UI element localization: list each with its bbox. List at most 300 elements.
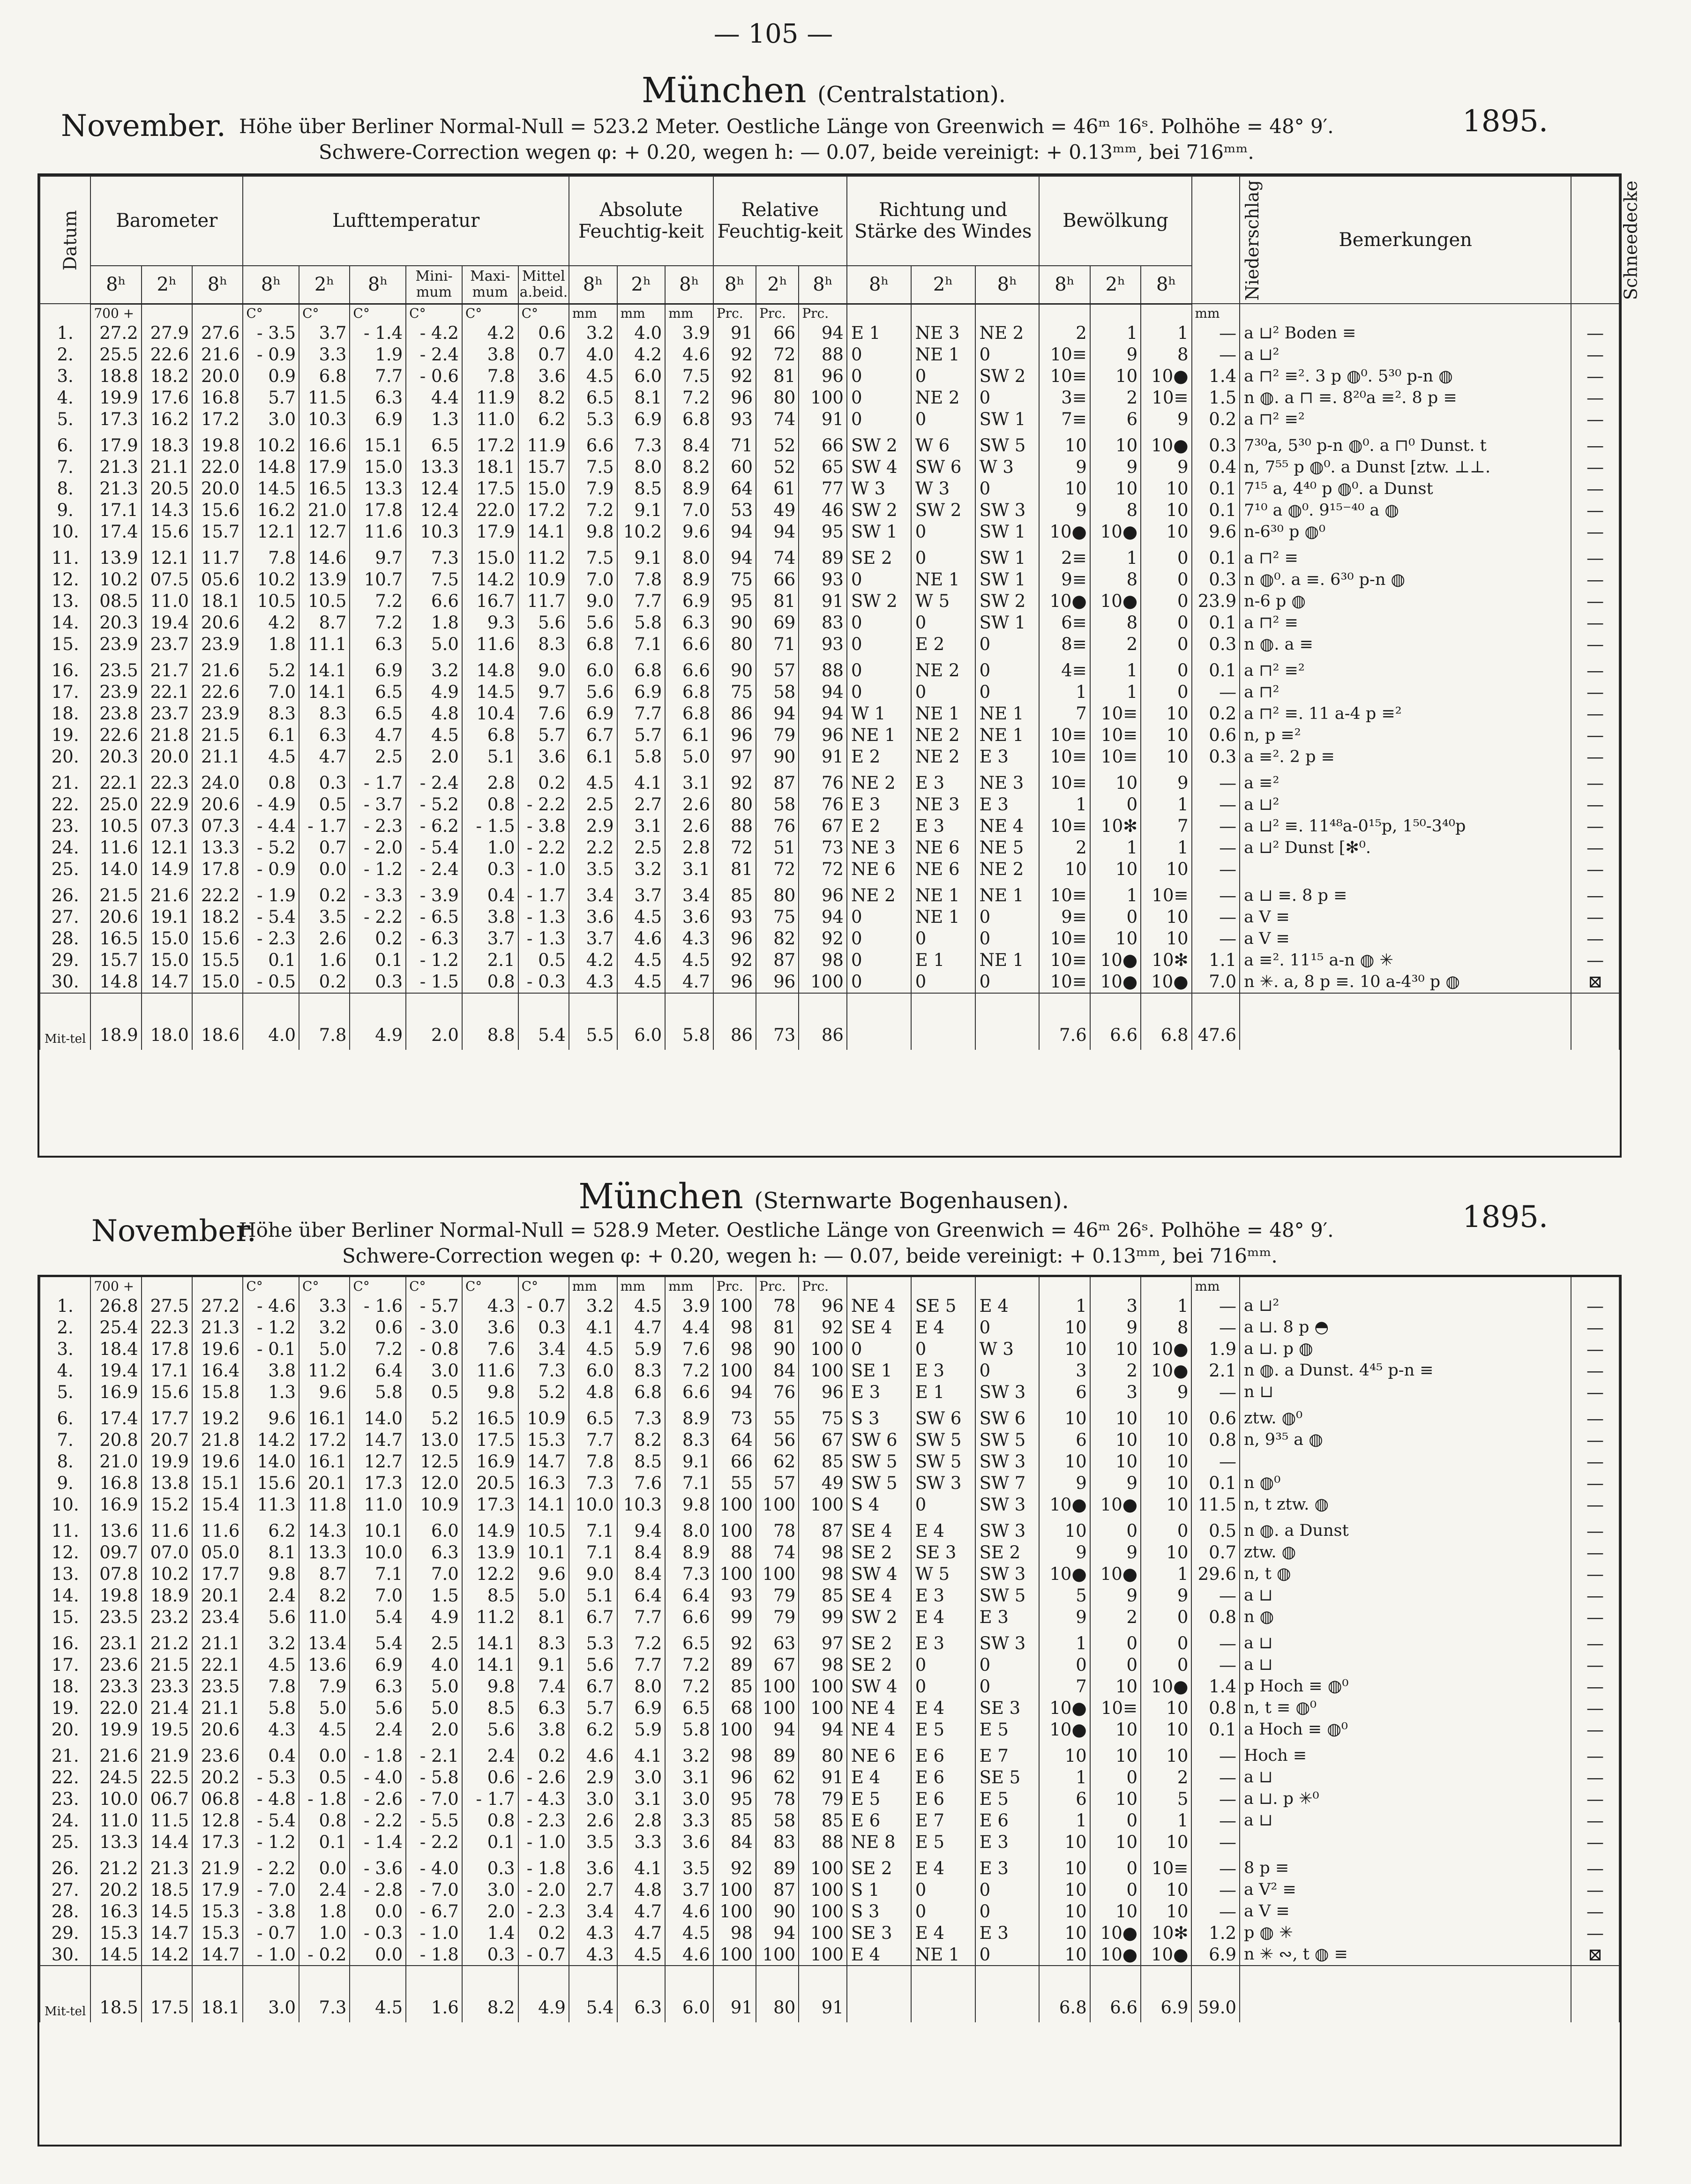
value-cell: 90	[756, 746, 799, 768]
value-cell: - 5.2	[406, 794, 462, 815]
value-cell: —	[1571, 409, 1619, 430]
value-cell: 72	[799, 859, 847, 880]
value-cell: E 5	[847, 1788, 911, 1810]
value-cell: 80	[756, 880, 799, 906]
date-cell: 27.	[40, 906, 90, 928]
value-cell: 24.5	[90, 1766, 141, 1788]
value-cell: —	[1192, 794, 1240, 815]
remark-cell: n, 9³⁵ a ◍	[1240, 1429, 1571, 1451]
value-cell: 57	[756, 655, 799, 681]
value-cell: 10	[1141, 1900, 1191, 1922]
value-cell: 21.1	[142, 456, 192, 478]
value-cell: 8.9	[665, 569, 713, 591]
value-cell: 7.3	[406, 543, 462, 569]
value-cell: 3.7	[665, 1879, 713, 1900]
value-cell: 80	[713, 794, 756, 815]
value-cell: 15.6	[243, 1472, 299, 1494]
value-cell: - 1.9	[243, 880, 299, 906]
value-cell: 10●	[1039, 1697, 1090, 1719]
value-cell: 100	[799, 971, 847, 993]
value-cell: 7	[1141, 815, 1191, 837]
value-cell: 3.6	[665, 1831, 713, 1853]
unit-cell: mm	[665, 1277, 713, 1295]
value-cell: 4.3	[665, 928, 713, 950]
value-cell: E 4	[911, 1853, 975, 1879]
value-cell: 0	[847, 1338, 911, 1360]
value-cell: 2≡	[1039, 543, 1090, 569]
value-cell: 7.6	[462, 1338, 518, 1360]
value-cell: 7.2	[350, 612, 406, 634]
value-cell: 3.2	[617, 859, 666, 880]
value-cell: 0.3	[462, 1853, 518, 1879]
remark-cell: a ⊓² ≡². 3 p ◍⁰. 5³⁰ p-n ◍	[1240, 366, 1571, 387]
value-cell: SW 3	[975, 1628, 1040, 1654]
value-cell: 0	[847, 344, 911, 366]
value-cell: 3.7	[569, 928, 617, 950]
date-cell: 9.	[40, 500, 90, 521]
value-cell: 19.4	[90, 1360, 141, 1381]
date-cell: 28.	[40, 928, 90, 950]
value-cell: 7.6	[518, 703, 569, 725]
value-cell: 10	[1141, 1697, 1191, 1719]
value-cell: 21.2	[142, 1628, 192, 1654]
value-cell: 11.5	[142, 1810, 192, 1831]
value-cell: 0.1	[1191, 1719, 1240, 1740]
value-cell: SW 5	[847, 1472, 911, 1494]
value-cell: 7	[1039, 703, 1090, 725]
subheader-h2: 2ʰ	[299, 266, 350, 304]
value-cell: E 3	[975, 1922, 1040, 1944]
value-cell: 21.9	[142, 1740, 192, 1766]
remark-cell: 8 p ≡	[1240, 1853, 1571, 1879]
value-cell: 4.5	[569, 366, 617, 387]
table-row	[40, 725, 1619, 746]
value-cell: - 1.4	[350, 322, 406, 344]
value-cell: 98	[799, 950, 847, 971]
value-cell: E 6	[911, 1766, 975, 1788]
unit-cell: C°	[406, 304, 462, 322]
subheader-h8b: 8ʰ	[665, 266, 713, 304]
value-cell: 1	[1039, 1810, 1090, 1831]
value-cell: —	[1571, 1541, 1619, 1563]
value-cell: 3.2	[665, 1740, 713, 1766]
value-cell: 6.6	[665, 1381, 713, 1403]
value-cell: 16.6	[299, 430, 350, 456]
value-cell: 66	[713, 1451, 756, 1472]
value-cell: 16.5	[90, 928, 141, 950]
value-cell: 10	[1090, 928, 1141, 950]
table-row	[40, 1563, 1619, 1585]
value-cell: - 2.3	[518, 1900, 569, 1922]
value-cell: SW 6	[847, 1429, 911, 1451]
value-cell: —	[1192, 906, 1240, 928]
value-cell: SE 4	[847, 1515, 911, 1541]
value-cell: 11.2	[518, 543, 569, 569]
value-cell: 27.9	[142, 322, 192, 344]
value-cell: 8.9	[665, 1403, 713, 1429]
table-row	[40, 1360, 1619, 1381]
value-cell: 26.8	[90, 1295, 141, 1316]
value-cell: 7.6	[617, 1472, 666, 1494]
value-cell: 10✻	[1141, 950, 1191, 971]
remark-cell: a ⊔. p ◍	[1240, 1338, 1571, 1360]
mean-cell: 8.2	[462, 1966, 518, 2022]
value-cell: 100	[756, 1494, 799, 1515]
value-cell: SE 3	[847, 1922, 911, 1944]
date-cell: 1.	[40, 322, 90, 344]
value-cell: 76	[756, 1381, 799, 1403]
value-cell: 0.0	[299, 1740, 350, 1766]
value-cell: 11.0	[350, 1494, 406, 1515]
station-meta-2: Schwere-Correction wegen φ: + 0.20, wegen h: — 0.07, beide vereinigt: + 0.13ᵐᵐ, bei 716ᵐᵐ.	[342, 1244, 1278, 1267]
value-cell: 7.1	[569, 1541, 617, 1563]
value-cell: 53	[713, 500, 756, 521]
remark-cell	[1240, 859, 1571, 880]
value-cell: - 4.0	[350, 1766, 406, 1788]
value-cell: - 5.8	[406, 1766, 462, 1788]
value-cell: 0.3	[462, 1944, 518, 1966]
value-cell: 10	[1039, 1900, 1090, 1922]
value-cell: —	[1571, 1316, 1619, 1338]
value-cell: —	[1191, 1740, 1240, 1766]
mean-cell: 4.9	[518, 1966, 569, 2022]
value-cell: E 3	[847, 1381, 911, 1403]
value-cell: - 2.6	[518, 1766, 569, 1788]
unit-cell	[1141, 304, 1191, 322]
remark-cell: n ◍⁰	[1240, 1472, 1571, 1494]
value-cell: 15.0	[518, 478, 569, 500]
value-cell: 0.7	[299, 837, 350, 859]
unit-cell: mm	[1192, 304, 1240, 322]
value-cell: 1.0	[462, 837, 518, 859]
value-cell: 22.6	[142, 344, 192, 366]
value-cell: 10	[1090, 430, 1141, 456]
value-cell: 4.1	[617, 1740, 666, 1766]
value-cell: 4.5	[406, 725, 462, 746]
value-cell: 11.1	[299, 634, 350, 655]
value-cell: 6.9	[1191, 1944, 1240, 1966]
value-cell: 12.7	[350, 1451, 406, 1472]
value-cell: 10●	[1141, 971, 1191, 993]
value-cell: 10≡	[1141, 387, 1191, 409]
value-cell: 6.3	[665, 612, 713, 634]
value-cell: 10	[1090, 1831, 1141, 1853]
value-cell: 1.2	[1191, 1922, 1240, 1944]
value-cell: 7.0	[406, 1563, 462, 1585]
date-cell: 16.	[40, 1628, 90, 1654]
value-cell: - 7.0	[243, 1879, 299, 1900]
value-cell: 20.1	[192, 1585, 243, 1606]
value-cell: 4.6	[665, 1900, 713, 1922]
remark-cell: Hoch ≡	[1240, 1740, 1571, 1766]
value-cell: 96	[799, 1381, 847, 1403]
value-cell: 94	[713, 543, 756, 569]
value-cell: 23.3	[90, 1675, 141, 1697]
value-cell: —	[1571, 634, 1619, 655]
value-cell: —	[1571, 1472, 1619, 1494]
value-cell: 10	[1141, 703, 1191, 725]
value-cell: 4.1	[617, 768, 666, 794]
value-cell: 4.5	[617, 971, 666, 993]
value-cell: 9	[1039, 456, 1090, 478]
station-title-2	[0, 1176, 1647, 1217]
header-datum	[40, 176, 90, 304]
value-cell: SE 3	[975, 1697, 1040, 1719]
value-cell: W 3	[911, 478, 975, 500]
table-row	[40, 746, 1619, 768]
value-cell: 11.7	[518, 591, 569, 612]
mean-label: Mit-tel	[40, 1966, 90, 2022]
value-cell: 10≡	[1141, 1853, 1191, 1879]
value-cell: 0.6	[350, 1316, 406, 1338]
value-cell: 4.4	[665, 1316, 713, 1338]
value-cell: 22.0	[90, 1697, 141, 1719]
value-cell: 95	[799, 521, 847, 543]
value-cell: 7.3	[518, 1360, 569, 1381]
value-cell: 5.6	[462, 1719, 518, 1740]
value-cell: 2	[1090, 1360, 1141, 1381]
mean-cell: 18.1	[192, 1966, 243, 2022]
value-cell: 8.3	[665, 1429, 713, 1451]
value-cell: —	[1191, 1295, 1240, 1316]
value-cell: 21.3	[142, 1853, 192, 1879]
value-cell: 100	[713, 1494, 756, 1515]
value-cell: 0.0	[299, 1853, 350, 1879]
station-name: München	[641, 70, 807, 111]
value-cell: 0	[1141, 612, 1191, 634]
value-cell: SW 6	[911, 1403, 975, 1429]
table-row	[40, 1788, 1619, 1810]
unit-cell	[911, 1277, 975, 1295]
value-cell: 5.8	[243, 1697, 299, 1719]
value-cell: —	[1571, 344, 1619, 366]
value-cell: 5.8	[350, 1381, 406, 1403]
value-cell: 1	[1090, 655, 1141, 681]
value-cell: 25.5	[90, 344, 141, 366]
value-cell: 14.6	[299, 543, 350, 569]
value-cell: 8.2	[299, 1585, 350, 1606]
value-cell: 89	[756, 1740, 799, 1766]
value-cell: 8	[1090, 500, 1141, 521]
value-cell: NE 1	[975, 950, 1040, 971]
unit-cell	[1571, 1277, 1619, 1295]
value-cell: 7.0	[243, 681, 299, 703]
value-cell: 22.6	[90, 725, 141, 746]
value-cell: 14.5	[462, 681, 518, 703]
value-cell: 94	[756, 703, 799, 725]
value-cell: 3.6	[569, 906, 617, 928]
value-cell: 7.1	[350, 1563, 406, 1585]
value-cell: 81	[756, 591, 799, 612]
value-cell: 13.4	[299, 1628, 350, 1654]
value-cell: —	[1571, 387, 1619, 409]
value-cell: 4.7	[617, 1316, 666, 1338]
value-cell: 100	[799, 1944, 847, 1966]
date-cell: 23.	[40, 1788, 90, 1810]
value-cell: 6.8	[569, 634, 617, 655]
remark-cell: n ◍. a ≡	[1240, 634, 1571, 655]
mean-cell	[1240, 1966, 1571, 2022]
mean-cell: 80	[756, 1966, 799, 2022]
header-niederschlag-label: Niederschlag	[1242, 180, 1263, 301]
value-cell: 8.0	[665, 543, 713, 569]
value-cell: SW 3	[911, 1472, 975, 1494]
value-cell: 27.5	[142, 1295, 192, 1316]
value-cell: 23.6	[192, 1740, 243, 1766]
value-cell: 19.8	[90, 1585, 141, 1606]
value-cell: SW 4	[847, 456, 911, 478]
value-cell: 24.0	[192, 768, 243, 794]
value-cell: —	[1191, 1585, 1240, 1606]
remark-cell: a ≡². 2 p ≡	[1240, 746, 1571, 768]
value-cell: 0	[975, 681, 1040, 703]
value-cell: 4.4	[406, 387, 462, 409]
value-cell: 2.9	[569, 1766, 617, 1788]
unit-cell: C°	[299, 1277, 350, 1295]
value-cell: - 3.9	[406, 880, 462, 906]
value-cell: 21.3	[90, 478, 141, 500]
table-row	[40, 768, 1619, 794]
value-cell: 78	[756, 1295, 799, 1316]
value-cell: - 1.2	[243, 1831, 299, 1853]
value-cell: - 0.9	[243, 859, 299, 880]
value-cell: 7.2	[665, 1654, 713, 1675]
value-cell: 12.2	[462, 1563, 518, 1585]
value-cell: 11.6	[90, 837, 141, 859]
value-cell: SE 5	[911, 1295, 975, 1316]
value-cell: 13.3	[90, 1831, 141, 1853]
value-cell: 19.9	[90, 387, 141, 409]
value-cell: SW 3	[975, 1451, 1040, 1472]
value-cell: - 2.3	[243, 928, 299, 950]
mean-cell: 91	[713, 1966, 756, 2022]
value-cell: 5.2	[406, 1403, 462, 1429]
mean-cell: 6.0	[617, 993, 666, 1050]
value-cell: 81	[756, 366, 799, 387]
value-cell: 10●	[1090, 971, 1141, 993]
value-cell: 0	[1090, 1810, 1141, 1831]
value-cell: 10	[1039, 1831, 1090, 1853]
value-cell: 2.0	[406, 1719, 462, 1740]
value-cell: 10●	[1141, 430, 1191, 456]
value-cell: - 5.7	[406, 1295, 462, 1316]
value-cell: 9	[1039, 500, 1090, 521]
value-cell: 10	[1141, 1451, 1191, 1472]
header-schneedecke-label: Schneedecke	[1620, 180, 1641, 300]
value-cell: 0.3	[299, 768, 350, 794]
date-cell: 26.	[40, 880, 90, 906]
value-cell: 8.9	[665, 1541, 713, 1563]
value-cell: - 1.8	[299, 1788, 350, 1810]
value-cell: 4.3	[569, 1944, 617, 1966]
value-cell: 0	[911, 928, 975, 950]
value-cell: - 4.9	[243, 794, 299, 815]
value-cell: 1.4	[1192, 366, 1240, 387]
value-cell: 3.2	[569, 1295, 617, 1316]
unit-cell: mm	[1191, 1277, 1240, 1295]
value-cell: 100	[713, 1879, 756, 1900]
value-cell: 6.0	[569, 1360, 617, 1381]
value-cell: - 0.7	[518, 1944, 569, 1966]
value-cell: 9.8	[462, 1381, 518, 1403]
mean-cell: 4.0	[243, 993, 299, 1050]
value-cell: - 1.7	[350, 768, 406, 794]
value-cell: 7.2	[665, 1675, 713, 1697]
value-cell: 14.2	[142, 1944, 192, 1966]
value-cell: E 7	[975, 1740, 1040, 1766]
data-table	[39, 176, 1641, 1050]
value-cell: 4≡	[1039, 655, 1090, 681]
value-cell: 23.8	[90, 703, 141, 725]
value-cell: 49	[799, 1472, 847, 1494]
value-cell: 5.7	[518, 725, 569, 746]
value-cell: 21.6	[192, 344, 243, 366]
value-cell: 85	[799, 1810, 847, 1831]
value-cell: 21.0	[299, 500, 350, 521]
date-cell: 11.	[40, 1515, 90, 1541]
value-cell: 0	[847, 612, 911, 634]
value-cell: 17.3	[350, 1472, 406, 1494]
value-cell: 100	[756, 1563, 799, 1585]
value-cell: - 1.0	[243, 1944, 299, 1966]
value-cell: 7.3	[569, 1472, 617, 1494]
value-cell: 85	[799, 1585, 847, 1606]
value-cell: 10	[1141, 478, 1191, 500]
value-cell: 69	[756, 612, 799, 634]
value-cell: 2.5	[569, 794, 617, 815]
value-cell: 75	[756, 906, 799, 928]
unit-cell: mm	[569, 304, 617, 322]
value-cell: 3.0	[406, 1360, 462, 1381]
value-cell: 6.2	[569, 1719, 617, 1740]
value-cell: 96	[799, 880, 847, 906]
value-cell: 10.3	[299, 409, 350, 430]
value-cell: 10.5	[299, 591, 350, 612]
value-cell: —	[1571, 521, 1619, 543]
value-cell: 10	[1090, 1338, 1141, 1360]
value-cell: 22.1	[90, 768, 141, 794]
date-cell: 7.	[40, 456, 90, 478]
value-cell: 20.3	[90, 746, 141, 768]
value-cell: —	[1571, 612, 1619, 634]
value-cell: 94	[799, 906, 847, 928]
value-cell: 10●	[1141, 1675, 1191, 1697]
value-cell: 3.1	[617, 1788, 666, 1810]
unit-cell	[192, 1277, 243, 1295]
value-cell: 14.9	[142, 859, 192, 880]
value-cell: NE 6	[911, 837, 975, 859]
value-cell: 10.5	[243, 591, 299, 612]
value-cell: 1.4	[1191, 1675, 1240, 1697]
value-cell: 0	[847, 950, 911, 971]
value-cell: 0.1	[1192, 612, 1240, 634]
value-cell: 92	[713, 366, 756, 387]
value-cell: 90	[756, 1338, 799, 1360]
value-cell: 14.9	[462, 1515, 518, 1541]
value-cell: 99	[713, 1606, 756, 1628]
value-cell: —	[1191, 1788, 1240, 1810]
value-cell: —	[1571, 1788, 1619, 1810]
value-cell: 67	[799, 815, 847, 837]
value-cell: 10●	[1090, 521, 1141, 543]
value-cell: 10≡	[1039, 971, 1090, 993]
value-cell: SW 1	[975, 521, 1040, 543]
value-cell: 10	[1039, 1879, 1090, 1900]
value-cell: 0.3	[1192, 634, 1240, 655]
value-cell: 3.5	[569, 859, 617, 880]
value-cell: 6.3	[518, 1697, 569, 1719]
table-row	[40, 543, 1619, 569]
